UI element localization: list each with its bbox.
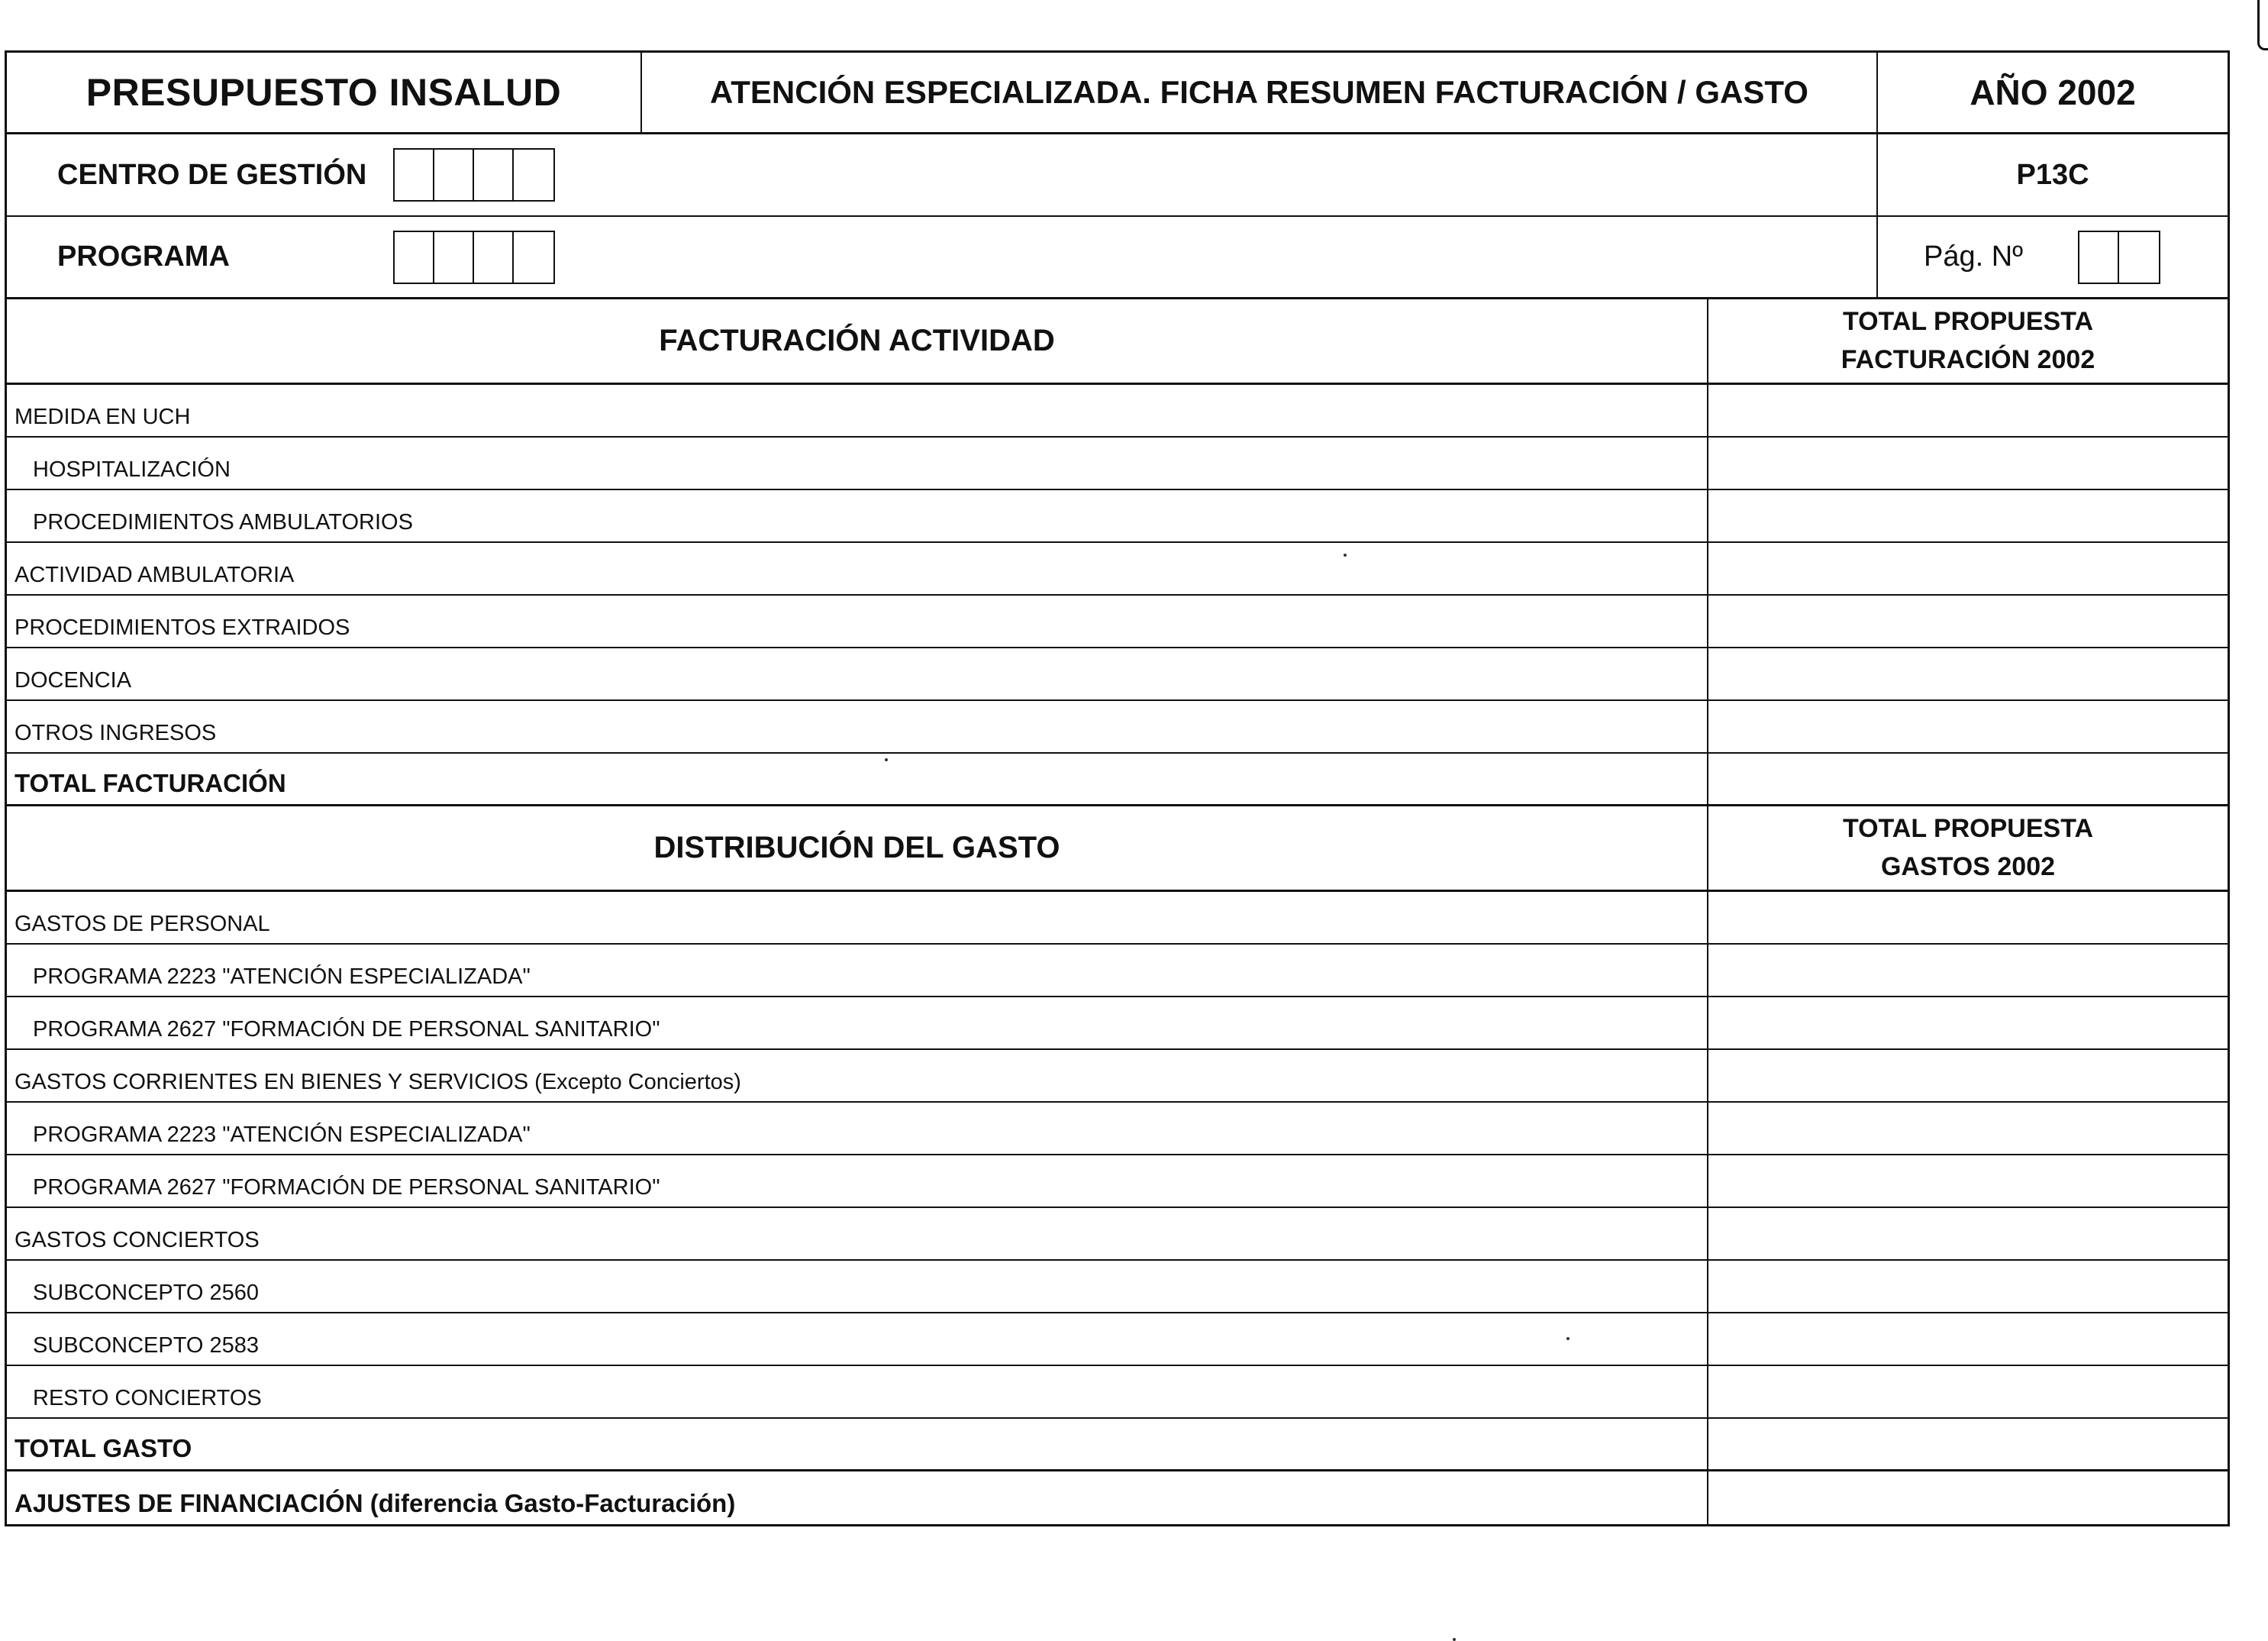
centro-digit-box[interactable] bbox=[514, 150, 553, 200]
total-gasto-label: TOTAL GASTO bbox=[7, 1419, 1708, 1469]
row-label: HOSPITALIZACIÓN bbox=[7, 438, 1708, 489]
facturacion-row bbox=[7, 543, 2228, 596]
facturacion-total-header-line1: TOTAL PROPUESTA bbox=[1842, 307, 2094, 337]
gasto-row bbox=[7, 1155, 2228, 1208]
gasto-row bbox=[7, 892, 2228, 945]
amount-input[interactable] bbox=[1708, 1155, 2228, 1207]
amount-input[interactable] bbox=[1708, 1366, 2228, 1417]
programa-digit-box[interactable] bbox=[514, 232, 553, 283]
amount-input[interactable] bbox=[1708, 997, 2228, 1048]
gasto-row bbox=[7, 945, 2228, 997]
facturacion-row bbox=[7, 438, 2228, 490]
amount-input[interactable] bbox=[1708, 1313, 2228, 1365]
amount-input[interactable] bbox=[1708, 543, 2228, 594]
ajustes-input[interactable] bbox=[1708, 1471, 2228, 1524]
row-label: PROGRAMA 2627 "FORMACIÓN DE PERSONAL SANITARIO" bbox=[7, 997, 1708, 1048]
row-label: MEDIDA EN UCH bbox=[7, 385, 1708, 436]
amount-input[interactable] bbox=[1708, 945, 2228, 996]
gasto-total-row bbox=[7, 1419, 2228, 1471]
budget-title: PRESUPUESTO INSALUD bbox=[7, 53, 642, 132]
row-label: PROCEDIMIENTOS AMBULATORIOS bbox=[7, 490, 1708, 541]
gasto-total-header-line1: TOTAL PROPUESTA bbox=[1842, 814, 2094, 844]
centro-label: CENTRO DE GESTIÓN bbox=[57, 158, 367, 191]
centro-code-field[interactable] bbox=[393, 148, 555, 202]
programa-cell bbox=[7, 217, 1878, 297]
scan-speck bbox=[1344, 554, 1347, 557]
scan-speck bbox=[885, 758, 888, 761]
total-facturacion-input[interactable] bbox=[1708, 754, 2228, 804]
row-label: PROGRAMA 2223 "ATENCIÓN ESPECIALIZADA" bbox=[7, 945, 1708, 996]
page-digit-box[interactable] bbox=[2079, 232, 2119, 283]
facturacion-section-header bbox=[7, 299, 2228, 385]
amount-input[interactable] bbox=[1708, 1208, 2228, 1259]
row-label: DOCENCIA bbox=[7, 648, 1708, 699]
form-code: P13C bbox=[2016, 158, 2089, 191]
row-label: OTROS INGRESOS bbox=[7, 701, 1708, 752]
form-header bbox=[7, 53, 2228, 134]
row-label: PROGRAMA 2627 "FORMACIÓN DE PERSONAL SANITARIO" bbox=[7, 1155, 1708, 1207]
gasto-total-header bbox=[1708, 806, 2228, 890]
row-label: GASTOS DE PERSONAL bbox=[7, 892, 1708, 943]
row-label: RESTO CONCIERTOS bbox=[7, 1366, 1708, 1417]
programa-digit-box[interactable] bbox=[395, 232, 434, 283]
facturacion-row bbox=[7, 596, 2228, 648]
gasto-title: DISTRIBUCIÓN DEL GASTO bbox=[7, 806, 1708, 890]
total-gasto-input[interactable] bbox=[1708, 1419, 2228, 1469]
row-label: SUBCONCEPTO 2560 bbox=[7, 1261, 1708, 1312]
programa-digit-box[interactable] bbox=[434, 232, 474, 283]
scan-speck bbox=[1453, 1638, 1456, 1641]
amount-input[interactable] bbox=[1708, 648, 2228, 699]
centro-cell bbox=[7, 134, 1878, 215]
amount-input[interactable] bbox=[1708, 596, 2228, 647]
row-label: SUBCONCEPTO 2583 bbox=[7, 1313, 1708, 1365]
programa-row bbox=[7, 217, 2228, 299]
facturacion-row bbox=[7, 490, 2228, 543]
scan-speck bbox=[1566, 1337, 1570, 1340]
amount-input[interactable] bbox=[1708, 701, 2228, 752]
gasto-row bbox=[7, 1313, 2228, 1366]
centro-digit-box[interactable] bbox=[474, 150, 514, 200]
amount-input[interactable] bbox=[1708, 385, 2228, 436]
gasto-section-header bbox=[7, 806, 2228, 892]
centro-digit-box[interactable] bbox=[434, 150, 474, 200]
page-number-cell bbox=[1878, 217, 2228, 297]
gasto-row bbox=[7, 1261, 2228, 1313]
facturacion-row bbox=[7, 648, 2228, 701]
gasto-row bbox=[7, 1366, 2228, 1419]
page-digit-box[interactable] bbox=[2119, 232, 2159, 283]
centro-digit-box[interactable] bbox=[395, 150, 434, 200]
amount-input[interactable] bbox=[1708, 490, 2228, 541]
row-label: PROCEDIMIENTOS EXTRAIDOS bbox=[7, 596, 1708, 647]
facturacion-title: FACTURACIÓN ACTIVIDAD bbox=[7, 299, 1708, 383]
page-number-field[interactable] bbox=[2078, 231, 2160, 284]
amount-input[interactable] bbox=[1708, 1261, 2228, 1312]
gasto-total-header-line2: GASTOS 2002 bbox=[1880, 851, 2056, 881]
page-label: Pág. Nº bbox=[1924, 241, 2024, 273]
amount-input[interactable] bbox=[1708, 1103, 2228, 1154]
row-label: ACTIVIDAD AMBULATORIA bbox=[7, 543, 1708, 594]
facturacion-total-row bbox=[7, 754, 2228, 806]
row-label: PROGRAMA 2223 "ATENCIÓN ESPECIALIZADA" bbox=[7, 1103, 1708, 1154]
facturacion-row bbox=[7, 701, 2228, 754]
gasto-row bbox=[7, 1050, 2228, 1103]
row-label: GASTOS CORRIENTES EN BIENES Y SERVICIOS (Excepto Conciertos) bbox=[7, 1050, 1708, 1101]
budget-summary-form bbox=[5, 50, 2230, 1526]
ajustes-label: AJUSTES DE FINANCIACIÓN (diferencia Gasto-Facturación) bbox=[7, 1471, 1708, 1524]
gasto-row bbox=[7, 997, 2228, 1050]
ajustes-row bbox=[7, 1471, 2228, 1524]
row-label: GASTOS CONCIERTOS bbox=[7, 1208, 1708, 1259]
amount-input[interactable] bbox=[1708, 892, 2228, 943]
amount-input[interactable] bbox=[1708, 1050, 2228, 1101]
programa-digit-box[interactable] bbox=[474, 232, 514, 283]
centro-row bbox=[7, 134, 2228, 217]
facturacion-total-header bbox=[1708, 299, 2228, 383]
facturacion-row bbox=[7, 385, 2228, 438]
total-facturacion-label: TOTAL FACTURACIÓN bbox=[7, 754, 1708, 804]
facturacion-total-header-line2: FACTURACIÓN 2002 bbox=[1841, 344, 2095, 374]
form-title: ATENCIÓN ESPECIALIZADA. FICHA RESUMEN FACTURACIÓN / GASTO bbox=[642, 53, 1878, 132]
gasto-row bbox=[7, 1103, 2228, 1155]
programa-code-field[interactable] bbox=[393, 231, 555, 284]
gasto-row bbox=[7, 1208, 2228, 1261]
scan-edge-mark bbox=[2257, 0, 2268, 50]
year-label: AÑO 2002 bbox=[1970, 73, 2136, 112]
programa-label: PROGRAMA bbox=[57, 241, 230, 273]
amount-input[interactable] bbox=[1708, 438, 2228, 489]
